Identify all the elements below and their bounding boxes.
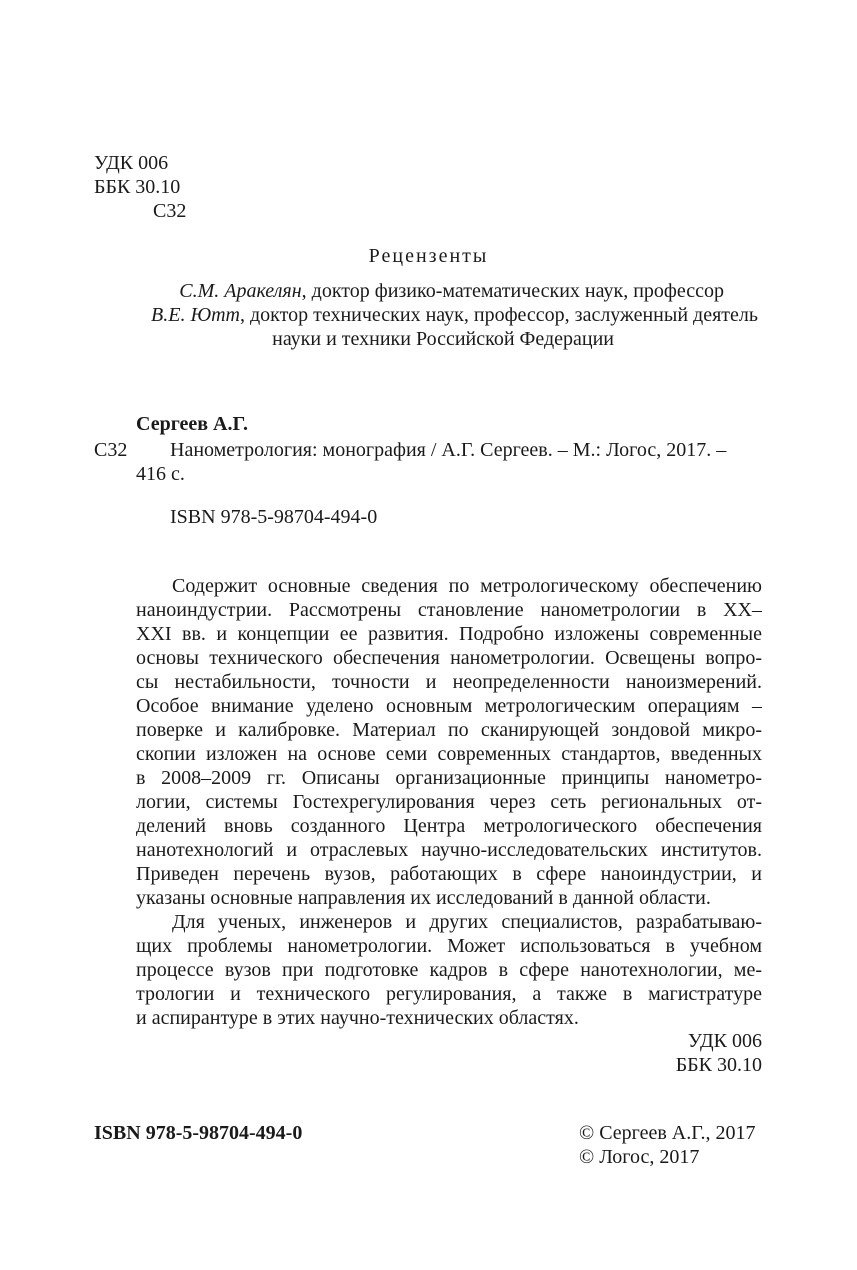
reviewer-1-name: С.М. Аракелян: [179, 280, 302, 302]
copyright-publisher: © Логос, 2017: [579, 1146, 700, 1168]
abstract-line: процессе вузов при подготовке кадров в сфере нанотехнологии, ме-: [136, 959, 762, 981]
abstract-line: и аспирантуре в этих научно-технических областях.: [136, 1007, 579, 1029]
abstract-line: поверке и калибровке. Материал по сканирующей зондовой микро-: [136, 719, 762, 741]
reviewer-2-desc-line1: , доктор технических наук, профессор, заслуженный деятель: [240, 304, 758, 326]
abstract-line: сы нестабильности, точности и неопределенности наноизмерений.: [136, 671, 762, 693]
reviewer-1: [179, 279, 724, 303]
bbk-code-top: ББК 30.10: [94, 176, 181, 198]
abstract-line: Особое внимание уделено основным метрологическим операциям –: [136, 695, 762, 717]
abstract-line: логии, системы Гостехрегулирования через сеть региональных от-: [136, 791, 762, 813]
reviewer-1-desc: , доктор физико-математических наук, профессор: [301, 280, 724, 302]
reviewer-2-desc-line2: науки и техники Российской Федерации: [272, 328, 614, 350]
abstract-line: XXI вв. и концепции ее развития. Подробно изложены современные: [136, 623, 762, 645]
abstract-line: скопии изложен на основе семи современных стандартов, введенных: [136, 743, 762, 765]
abstract-line: нанотехнологий и отраслевых научно-исследовательских институтов.: [136, 839, 762, 861]
abstract-line: указаны основные направления их исследований в данной области.: [136, 887, 711, 909]
abstract-line: Приведен перечень вузов, работающих в сфере наноиндустрии, и: [136, 863, 762, 885]
abstract-line: трологии и технического регулирования, а также в магистратуре: [136, 983, 762, 1005]
udk-code-top: УДК 006: [94, 152, 169, 174]
abstract-line: в 2008–2009 гг. Описаны организационные принципы нанометро-: [136, 767, 762, 789]
reviewer-2-name: В.Е. Ютт: [151, 304, 240, 326]
abstract-line: щих проблемы нанометрологии. Может использоваться в учебном: [136, 935, 762, 957]
abstract-line: наноиндустрии. Рассмотрены становление нанометрологии в XX–: [136, 599, 762, 621]
record-title-line2: 416 с.: [136, 463, 185, 485]
reviewers-heading: Рецензенты: [368, 245, 489, 267]
author-sign-top: С32: [153, 200, 187, 222]
record-isbn: ISBN 978-5-98704-494-0: [170, 506, 378, 528]
record-sign: С32: [94, 439, 128, 461]
abstract-line: делений вновь созданного Центра метрологического обеспечения: [136, 815, 762, 837]
record-author: Сергеев А.Г.: [136, 413, 248, 435]
abstract-line: Для ученых, инженеров и других специалистов, разрабатываю-: [172, 911, 762, 933]
record-title-line1: Нанометрология: монография / А.Г. Сергеев. – М.: Логос, 2017. –: [170, 439, 727, 461]
footer-isbn: ISBN 978-5-98704-494-0: [94, 1122, 303, 1144]
reviewer-2: [151, 303, 758, 327]
bbk-code-bottom: ББК 30.10: [675, 1054, 762, 1076]
udk-code-bottom: УДК 006: [687, 1030, 762, 1052]
abstract-line: основы технического обеспечения нанометрологии. Освещены вопро-: [136, 647, 762, 669]
copyright-author: © Сергеев А.Г., 2017: [579, 1122, 756, 1144]
abstract-line: Содержит основные сведения по метрологическому обеспечению: [172, 575, 762, 597]
